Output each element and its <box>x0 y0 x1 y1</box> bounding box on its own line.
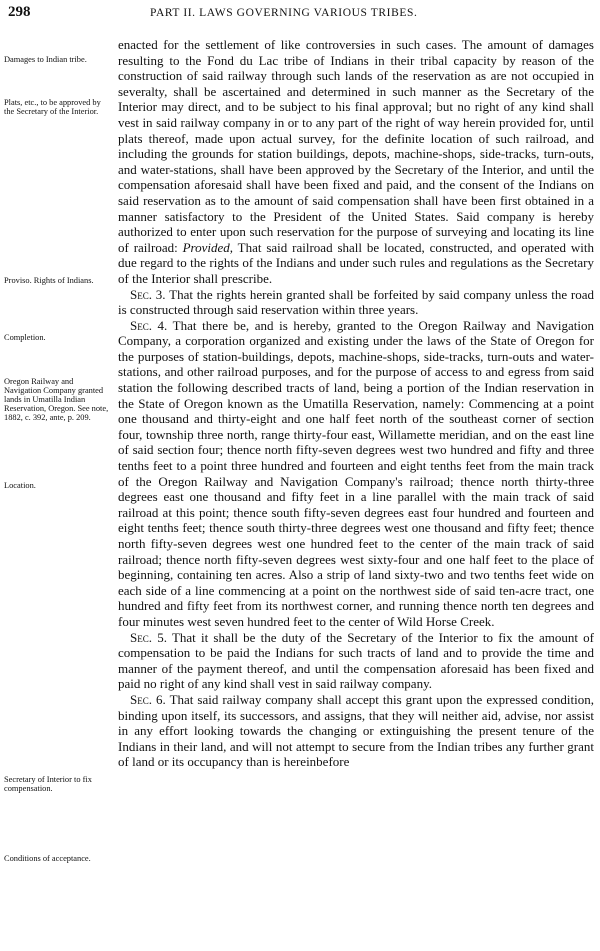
margin-note-completion: Completion. <box>4 333 46 342</box>
margin-note-plats: Plats, etc., to be approved by the Secretary of the Interior. <box>4 98 101 116</box>
running-head: PART II. LAWS GOVERNING VARIOUS TRIBES. <box>150 7 418 19</box>
body-text <box>118 37 594 770</box>
paragraph-1 <box>118 37 594 287</box>
section-5-text: That it shall be the duty of the Secretary of the Interior to fix the amount of compensation to be paid the Indians for such tracts of land and to provide the time and manner of the payment thereof, and until the compensation aforesaid has been fixed and paid no right of any kind shall vest in said railway company. <box>118 629 594 692</box>
margin-note-proviso: Proviso. Rights of Indians. <box>4 276 94 285</box>
section-4-label: Sec. 4. <box>130 317 168 333</box>
margin-note-location: Location. <box>4 481 36 490</box>
section-3 <box>118 287 594 318</box>
section-3-text: That the rights herein granted shall be forfeited by said company unless the road is constructed through said reservation within three years. <box>118 286 595 318</box>
proviso-word: Provided, <box>182 239 234 255</box>
section-6-label: Sec. 6. <box>130 691 166 707</box>
margin-note-damages: Damages to Indian tribe. <box>4 55 87 64</box>
margin-note-oregon-railway: Oregon Railway and Navigation Company granted lands in Umatilla Indian Reservation, Oregon. See note, 1882, c. 392, ante, p. 209. <box>4 377 109 422</box>
margin-note-secretary-compensation: Secretary of Interior to fix compensation. <box>4 775 92 793</box>
page-number: 298 <box>8 4 31 20</box>
section-4-text: That there be, and is hereby, granted to the Oregon Railway and Navigation Company, a corporation organized and existing under the laws of the State of Oregon for the purposes of station-buildings, depots, machine-shops, side-tracks, turn-outs and water-stations, and other railroad purposes, and for the purpose of access to and egress from said station the following described tracts of land, being a portion of the Indian reservation in the State of Oregon known as the Umatilla Reservation, namely: Commencing at a point one thousand and thirty-eight and one half feet north of the southeast corner of section four, township three north, range thirty-four east, Willamette meridian, and on the east line of said section four; thence north fifty-seven degrees west two hundred and fifty and three tenths feet to a point three hundred and fourteen and eight tenths feet from the main track of the Oregon Railway and Navigation Company's railroad; thence north thirty-three degrees east one thousand and fifty feet in a line parallel with the main track of said railroad at this point; thence south fifty-seven degrees east four hundred and fourteen and eight tenths feet; thence south thirty-three degrees west one thousand and fifty feet; thence north fifty-seven degrees west one hundred feet to the center of the main track of said railroad; thence north fifty-seven degrees west sixty-four and one half feet to the place of beginning, containing ten acres. Also a strip of land sixty-two and two tenths feet wide on each side of a line commencing at a point on the northwest side of said ten-acre tract, one hundred and fifty feet from its northwest corner, and running thence north ten degrees and four minutes west seven hundred feet to the center of Wild Horse Creek. <box>118 317 595 629</box>
section-5-label: Sec. 5. <box>130 629 167 645</box>
section-6 <box>118 692 594 770</box>
paragraph-1-end: That said railroad shall be located, constructed, and operated with due regard to the rights of the Indians and under such rules and regulations as the Secretary of the Interior shall prescribe. <box>118 239 595 286</box>
paragraph-1-text: enacted for the settlement of like controversies in such cases. The amount of damages resulting to the Fond du Lac tribe of Indians in their tribal capacity by reason of the construction of said railway through such lands of the reservation as are not occupied in severalty, shall be ascertained and determined in such manner as the Secretary of the Interior may direct, and to be subject to his final approval; but no right of any kind shall vest in said railway company in or to any part of the right of way herein provided for, until plats thereof, made upon actual survey, for the definite location of such railroad, and including the grounds for station buildings, depots, machine-shops, side-tracks, turn-outs, and water-stations, shall have been approved by the Secretary of the Interior, and until the compensation aforesaid shall have been fixed and paid, and the consent of the Indians on said reservation as to the amount of said compensation shall have been first obtained in a manner satisfactory to the President of the United States. Said company is hereby authorized to enter upon such reservation for the purpose of surveying and locating its line of railroad: <box>118 37 594 255</box>
section-6-text: That said railway company shall accept this grant upon the expressed condition, binding upon itself, its successors, and assigns, that they will neither aid, advise, nor assist in any effort looking towards the changing or extinguishing the present tenure of the Indians in their land, and will not attempt to secure from the Indian tribes any further grant of land or its occupancy than is hereinbefore <box>118 691 594 770</box>
section-5 <box>118 630 594 692</box>
section-4 <box>118 318 594 630</box>
margin-note-conditions: Conditions of acceptance. <box>4 854 91 863</box>
section-3-label: Sec. 3. <box>130 286 166 302</box>
